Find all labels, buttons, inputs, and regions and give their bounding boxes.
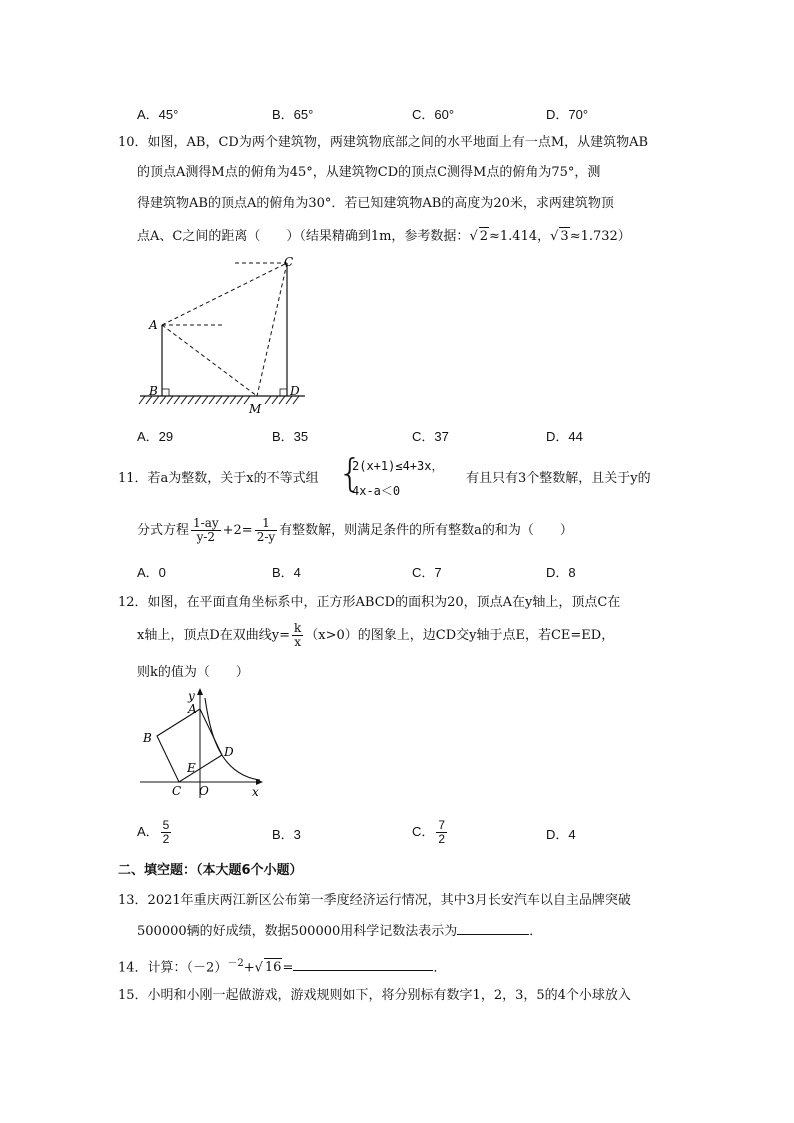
q12-line1: 12．如图，在平面直角坐标系中，正方形ABCD的面积为20，顶点A在y轴上，顶点C在: [118, 595, 621, 610]
right-angle-b: [162, 389, 169, 396]
q10-line1: 10．如图，AB，CD为两个建筑物，两建筑物底部之间的水平地面上有一点M，从建筑物AB: [118, 135, 649, 150]
q10-figure: [135, 250, 310, 420]
q12-option-a: [137, 815, 173, 849]
q13-line2: [137, 923, 542, 941]
q9-option-c: C．60°: [412, 107, 455, 122]
q12-line3: 则k的值为（ ）: [137, 665, 249, 680]
label-d: D: [224, 745, 234, 759]
q12-option-c: [412, 815, 449, 849]
q10-line4-text: 点A、C之间的距离（ ）（结果精确到1m，参考数据：: [137, 229, 470, 244]
q14-eq: =: [282, 960, 294, 976]
brace-icon: {: [338, 451, 363, 495]
q12-option-c-prefix: C．: [412, 824, 435, 839]
q10-line2: 的顶点A测得M点的俯角为45°，从建筑物CD的顶点C测得M点的俯角为75°，测: [137, 165, 601, 180]
section-2-heading: 二、填空题：（本大题6个小题）: [118, 863, 303, 878]
q12-option-a-num: 5: [162, 818, 170, 833]
label-y: y: [188, 689, 195, 703]
q12-k-over-x: [292, 622, 303, 649]
q12-option-c-den: 2: [438, 832, 446, 847]
q11-inequality-2: 4x-a＜0: [352, 484, 401, 498]
q13-end: ．: [529, 924, 543, 939]
q12-line2-a: x轴上，顶点D在双曲线y=: [137, 628, 290, 643]
q13-line1: 13．2021年重庆两江新区公布第一季度经济运行情况，其中3月长安汽车以自主品牌突破: [118, 893, 631, 908]
q10-option-a: A．29: [137, 429, 174, 444]
label-m: M: [249, 402, 262, 416]
q11-eq-suffix: 有整数解，则满足条件的所有整数a的和为（ ）: [279, 523, 573, 538]
q14-answer-blank[interactable]: [293, 970, 433, 971]
q14-exponent: －2: [227, 958, 244, 969]
q11-frac1-num: 1-ay: [193, 516, 219, 530]
q10-line3: 得建筑物AB的顶点A的俯角为30°．若已知建筑物AB的高度为20米，求两建筑物顶: [137, 196, 614, 211]
q11-inequality-1: 2(x+1)≤4+3x，: [352, 459, 444, 473]
q9-option-d: D．70°: [546, 107, 589, 122]
q11-text-b: 有且只有3个整数解，且关于y的: [466, 471, 651, 486]
label-x: x: [252, 785, 259, 799]
q11-plus2: +2=: [222, 523, 253, 538]
q11-frac2-den: 2-y: [256, 530, 276, 544]
q10-sqrt3: 3: [560, 229, 569, 244]
q13-answer-blank[interactable]: [457, 934, 529, 935]
q12-option-d: D．4: [546, 827, 576, 842]
q12-k: k: [294, 621, 302, 635]
label-o: O: [199, 784, 209, 798]
q11-option-a: A．0: [137, 565, 166, 580]
q14-line: [118, 955, 446, 977]
sqrt-icon: √: [469, 229, 478, 244]
right-angle-d: [280, 389, 287, 396]
q12-option-c-frac: [436, 819, 447, 846]
q9-option-b: B．65°: [272, 107, 314, 122]
q10-line4: [137, 227, 631, 246]
q12-figure: [135, 686, 270, 806]
q10-option-c: C．37: [412, 429, 449, 444]
label-a: A: [188, 702, 197, 716]
sqrt-icon: √: [550, 229, 559, 244]
q11-option-b: B．4: [272, 565, 301, 580]
q14-sqrt16: 16: [264, 960, 282, 976]
q11-text-a: 11．若a为整数，关于x的不等式组: [118, 471, 319, 486]
label-e: E: [187, 761, 196, 775]
q11-frac1-den: y-2: [196, 530, 216, 544]
q11-frac2-num: 1: [255, 517, 277, 531]
q12-line2: [137, 619, 614, 653]
q12-option-a-den: 2: [162, 832, 170, 847]
q12-line2-b: （x>0）的图象上，边CD交y轴于点E，若CE=ED，: [305, 628, 615, 643]
sqrt-icon: √: [254, 960, 263, 976]
q15-line1: 15．小明和小刚一起做游戏，游戏规则如下，将分别标有数字1，2，3，5的4个小球放入: [118, 988, 631, 1003]
q11-option-d: D．8: [546, 565, 576, 580]
label-b: B: [143, 731, 152, 745]
q14-text: 14．计算：（－2）: [118, 960, 228, 976]
q14-plus: +: [243, 960, 255, 976]
q11-equation-line: [137, 514, 573, 548]
q10-sqrt2: 2: [479, 229, 489, 244]
y-axis-arrow-icon: [197, 688, 203, 695]
label-a: A: [149, 318, 158, 332]
q11-frac2: [255, 517, 277, 544]
q12-option-c-num: 7: [438, 818, 446, 833]
hyperbola-curve: [205, 698, 260, 780]
q10-approx1: ≈1.414，: [489, 229, 551, 244]
q12-option-a-frac: [161, 819, 172, 846]
ground-hatch: [139, 396, 299, 404]
q11-eq-prefix: 分式方程: [137, 523, 190, 538]
q10-option-d: D．44: [546, 429, 583, 444]
sight-lines: [162, 263, 287, 396]
label-b: B: [149, 384, 158, 398]
q11-frac1: [191, 517, 221, 544]
label-c: C: [284, 255, 294, 269]
q12-option-a-prefix: A．: [137, 824, 159, 839]
q11-option-c: C．7: [412, 565, 442, 580]
q12-option-b: B．3: [272, 827, 301, 842]
label-c: C: [172, 784, 182, 798]
q14-end: ．: [433, 960, 447, 976]
q12-x: x: [294, 635, 302, 649]
q13-line2-text: 500000辆的好成绩，数据500000用科学记数法表示为: [137, 924, 458, 939]
q10-approx2: ≈1.732）: [569, 229, 631, 244]
q10-option-b: B．35: [272, 429, 309, 444]
label-d: D: [290, 384, 300, 398]
q9-option-a: A．45°: [137, 107, 179, 122]
